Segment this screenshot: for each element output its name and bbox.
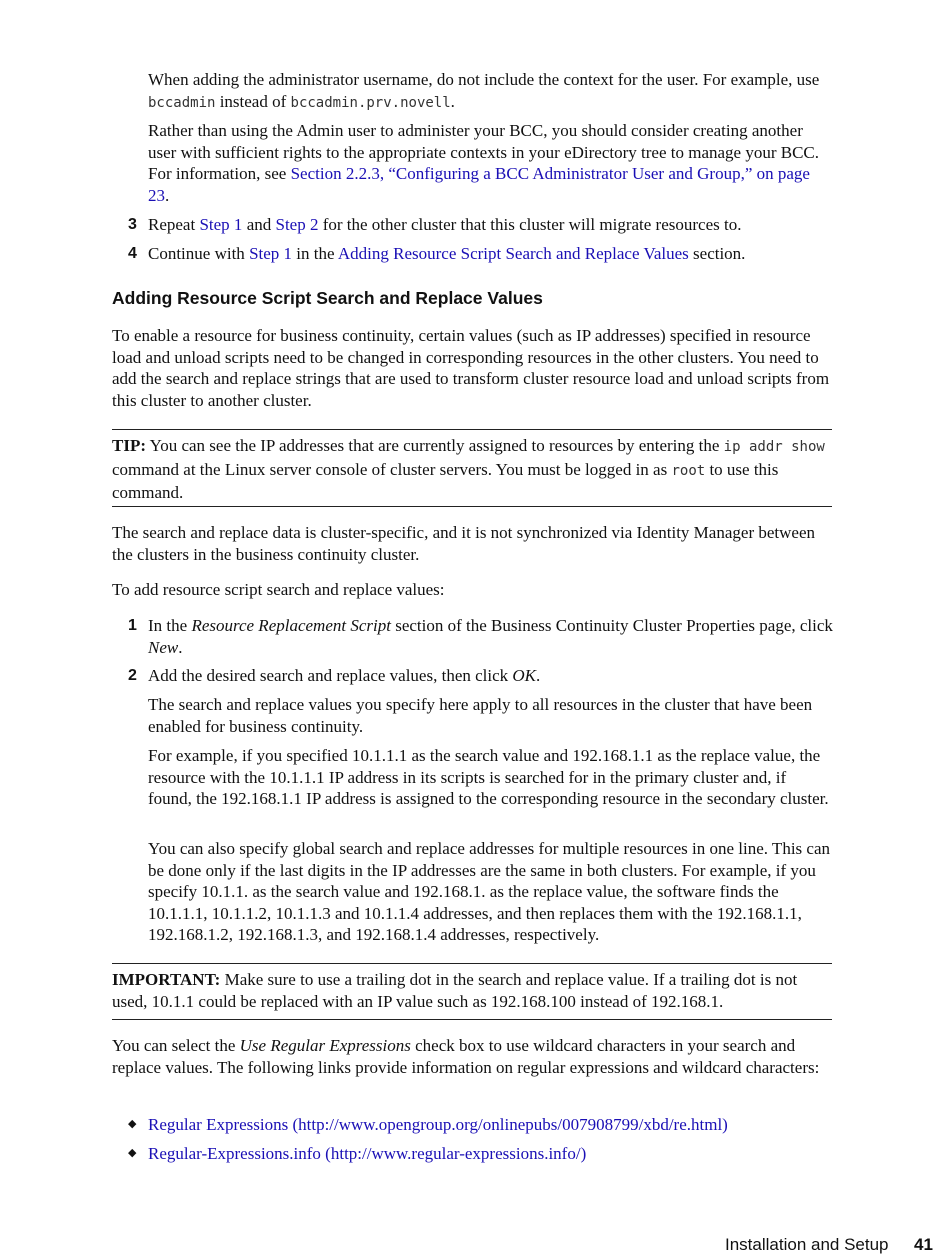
sync-paragraph: The search and replace data is cluster-specific, and it is not synchronized via Identity Manager between the clusters in the business continuity cluster. [112, 523, 815, 564]
step-text: Repeat Step 1 and Step 2 for the other cluster that this cluster will migrate resources to. [148, 215, 742, 234]
step-number: 3 [128, 216, 137, 233]
section-heading: Adding Resource Script Search and Replace Values [112, 288, 543, 308]
step-text: Add the desired search and replace values, then click OK. [148, 666, 541, 685]
code-root: root [671, 462, 706, 479]
code-bccadmin: bccadmin [148, 94, 216, 111]
step-2-detail-1: The search and replace values you specify here apply to all resources in the cluster that have been enabled for business continuity. [148, 695, 813, 736]
step-number: 1 [128, 617, 137, 634]
intro-paragraph: To enable a resource for business continuity, certain values (such as IP addresses) specified in resource load and unload scripts need to be changed in corresponding resources in the other clusters. You need to add the search and replace strings that are used to transform cluster resource load and unload scripts from this cluster to another cluster. [112, 326, 830, 410]
step-1-link[interactable]: Step 1 [199, 215, 243, 234]
code-ip-addr-show: ip addr show [723, 439, 825, 455]
section-2-2-3-link[interactable]: Section 2.2.3, “Configuring a BCC Administrator User and Group,” on page 23 [148, 164, 810, 205]
step-number: 2 [128, 667, 137, 684]
step-number: 4 [128, 245, 137, 262]
regex-paragraph: You can select the Use Regular Expressions check box to use wildcard characters in your search and replace values. The following links provide information on regular expressions and wildcard characters: [112, 1036, 820, 1077]
admin-username-note: When adding the administrator username, do not include the context for the user. For example, use bccadmin instead of bccadmin.prv.novell. [148, 70, 820, 111]
step-text: Continue with Step 1 in the Adding Resource Script Search and Replace Values section. [148, 244, 746, 263]
regular-expressions-info-link[interactable]: Regular-Expressions.info (http://www.regular-expressions.info/) [148, 1144, 587, 1163]
diamond-bullet-icon: ◆ [128, 1147, 137, 1159]
step-2-detail-3: You can also specify global search and replace addresses for multiple resources in one line. This can be done only if the last digits in the IP addresses are the same in both clusters. For example, if you specify 10.1.1. as the search value and 192.168.1. as the replace value, the software finds the 10.1.1.1, 10.1.1.2, 10.1.1.3 and 10.1.1.4 addresses, and then replaces them with the 192.168.1.1, 192.168.1.2, 192.168.1.3, and 192.168.1.4 addresses, respectively. [148, 839, 830, 944]
tip-bottom-rule [112, 506, 832, 507]
important-note: IMPORTANT: Make sure to use a trailing dot in the search and replace value. If a trailing dot is not used, 10.1.1 could be replaced with an IP value such as 192.168.100 instead of 192.168.1. [112, 970, 798, 1011]
to-add-paragraph: To add resource script search and replace values: [112, 580, 445, 599]
regular-expressions-link[interactable]: Regular Expressions (http://www.opengroup.org/onlinepubs/007908799/xbd/re.html) [148, 1115, 728, 1134]
important-label: IMPORTANT: [112, 970, 221, 989]
footer-section-title: Installation and Setup [725, 1235, 889, 1254]
tip-label: TIP: [112, 436, 146, 455]
step-1-link[interactable]: Step 1 [249, 244, 293, 263]
step-2-detail-2: For example, if you specified 10.1.1.1 as the search value and 192.168.1.1 as the replace value, the resource with the 10.1.1.1 IP address in its scripts is searched for in the primary cluster and, if found, the 192.168.1.1 IP address is assigned to the corresponding resource in the secondary cluster. [148, 746, 829, 808]
important-bottom-rule [112, 1019, 832, 1020]
step-text: In the Resource Replacement Script section of the Business Continuity Cluster Properties page, click New. [148, 616, 833, 657]
adding-resource-script-link[interactable]: Adding Resource Script Search and Replace Values [337, 244, 689, 263]
tip-note: TIP: You can see the IP addresses that are currently assigned to resources by entering the ip addr show command at the Linux server console of cluster servers. You must be logged in as root to use this command. [112, 436, 825, 502]
tip-top-rule [112, 429, 832, 430]
diamond-bullet-icon: ◆ [128, 1118, 137, 1130]
step-2-link[interactable]: Step 2 [275, 215, 319, 234]
admin-user-advice: Rather than using the Admin user to administer your BCC, you should consider creating another user with sufficient rights to the appropriate contexts in your eDirectory tree to manage your BCC. For information, see Section 2.2.3, “Configuring a BCC Administrator User and Group,” on page 23. [148, 121, 820, 205]
important-top-rule [112, 963, 832, 964]
code-bccadmin-full: bccadmin.prv.novell [290, 94, 451, 111]
page-number: 41 [914, 1235, 933, 1254]
